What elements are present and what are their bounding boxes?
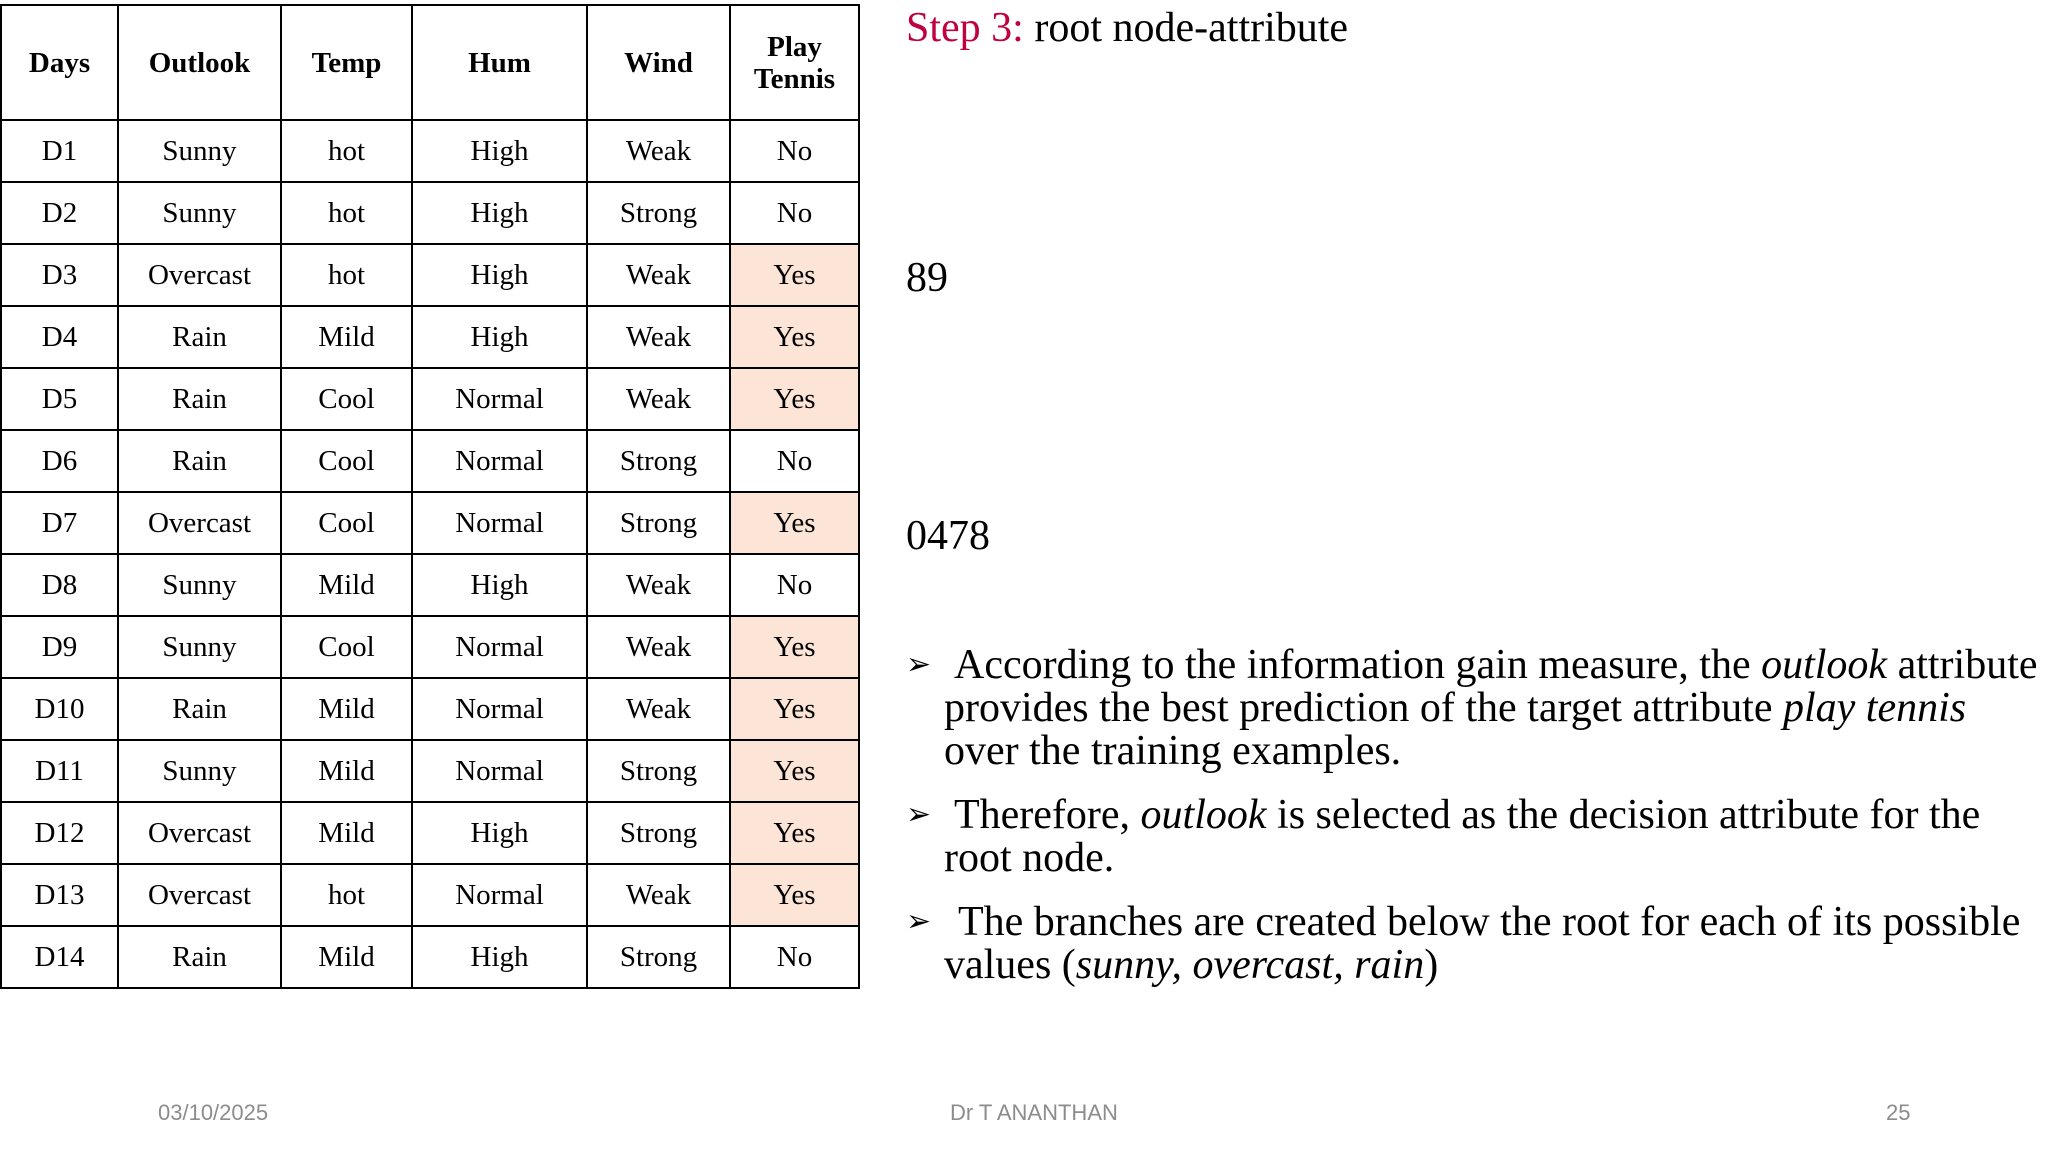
table-row [1,616,859,678]
step-label: Step 3: [906,5,1024,51]
column-header: Days [1,5,118,120]
table-cell: D3 [1,244,118,306]
table-cell: Yes [730,802,859,864]
table-cell: D2 [1,182,118,244]
table-row [1,120,859,182]
table-cell: Cool [281,368,412,430]
table-cell: Normal [412,492,587,554]
table-cell: Yes [730,368,859,430]
table-cell: Cool [281,430,412,492]
table-cell: Yes [730,678,859,740]
table-row [1,864,859,926]
table-cell: Weak [587,616,730,678]
table-row [1,182,859,244]
table-cell: Normal [412,864,587,926]
table-row [1,430,859,492]
table-cell: Normal [412,368,587,430]
table-cell: D12 [1,802,118,864]
table-cell: Yes [730,740,859,802]
table-cell: Weak [587,120,730,182]
table-cell: High [412,120,587,182]
table-cell: Overcast [118,802,281,864]
table-row [1,802,859,864]
footer-author: Dr T ANANTHAN [950,1100,1118,1125]
table-cell: Strong [587,492,730,554]
table-cell: No [730,182,859,244]
bullet-item: ➢ According to the information gain measure, the outlook attribute provides the best prediction of the target attribute play tennis over the training examples. [906,642,2038,774]
table-cell: No [730,926,859,988]
bullet-item: ➢ Therefore, outlook is selected as the decision attribute for the root node. [906,792,1981,881]
table-row [1,368,859,430]
footer-date: 03/10/2025 [158,1100,269,1125]
table-cell: hot [281,244,412,306]
step-text: root node-attribute [1023,5,1349,51]
table-cell: Mild [281,306,412,368]
table-cell: Strong [587,926,730,988]
table-cell: Mild [281,554,412,616]
table-cell: Overcast [118,244,281,306]
table-cell: Sunny [118,182,281,244]
table-cell: Strong [587,802,730,864]
table-cell: hot [281,182,412,244]
table-cell: Sunny [118,616,281,678]
table-cell: Normal [412,678,587,740]
table-cell: Mild [281,740,412,802]
table-cell: hot [281,120,412,182]
bullet-list [906,644,2046,1008]
table-cell: High [412,926,587,988]
table-cell: Rain [118,368,281,430]
table-cell: Normal [412,430,587,492]
column-header: Outlook [118,5,281,120]
table-cell: D7 [1,492,118,554]
step-title [906,4,1348,52]
table-cell: Mild [281,678,412,740]
table-cell: High [412,244,587,306]
table-row [1,926,859,988]
table-cell: Rain [118,926,281,988]
column-header: Hum [412,5,587,120]
table-cell: No [730,554,859,616]
table-cell: Cool [281,616,412,678]
table-row [1,492,859,554]
arrowhead-bullet-icon: ➢ [906,647,932,682]
table-cell: D10 [1,678,118,740]
table-cell: Overcast [118,492,281,554]
table-cell: D5 [1,368,118,430]
table-cell: Sunny [118,554,281,616]
table-row [1,554,859,616]
table-body [1,120,859,988]
table-row [1,244,859,306]
play-tennis-table [0,4,860,989]
gain-value-text: 89 [906,255,948,301]
table-cell: Rain [118,306,281,368]
table-cell: hot [281,864,412,926]
table-cell: Normal [412,740,587,802]
table-cell: D4 [1,306,118,368]
arrowhead-bullet-icon: ➢ [906,797,932,832]
table-cell: Weak [587,244,730,306]
table-cell: Sunny [118,740,281,802]
table-cell: Rain [118,430,281,492]
table-cell: Cool [281,492,412,554]
table-cell: D13 [1,864,118,926]
column-header: Wind [587,5,730,120]
table-cell: High [412,306,587,368]
table-cell: Weak [587,368,730,430]
table-cell: D11 [1,740,118,802]
column-header: Play Tennis [730,5,859,120]
table-row [1,678,859,740]
table-cell: D9 [1,616,118,678]
table-cell: Weak [587,678,730,740]
table-cell: Yes [730,616,859,678]
table-cell: Rain [118,678,281,740]
table-cell: D8 [1,554,118,616]
table-row [1,306,859,368]
page-number: 25 [1886,1100,1911,1125]
table-cell: Weak [587,554,730,616]
table-cell: Weak [587,864,730,926]
table-header-row [1,5,859,120]
column-header: Temp [281,5,412,120]
table-cell: Overcast [118,864,281,926]
arrowhead-bullet-icon: ➢ [906,904,932,939]
table-cell: Weak [587,306,730,368]
table-cell: Strong [587,430,730,492]
table-cell: Normal [412,616,587,678]
table-cell: High [412,802,587,864]
table-cell: Mild [281,802,412,864]
table-cell: No [730,430,859,492]
table-cell: D1 [1,120,118,182]
table-cell: Yes [730,306,859,368]
table-cell: Strong [587,182,730,244]
table-cell: Yes [730,492,859,554]
table-cell: Mild [281,926,412,988]
table-cell: Yes [730,864,859,926]
table-cell: Sunny [118,120,281,182]
table-cell: Yes [730,244,859,306]
table-cell: Strong [587,740,730,802]
table-cell: No [730,120,859,182]
table-cell: High [412,182,587,244]
table-cell: High [412,554,587,616]
table-row [1,740,859,802]
bullet-item: ➢ The branches are created below the root for each of its possible values (sunny, overcast, rain) [906,899,2021,988]
table-cell: D14 [1,926,118,988]
table-cell: D6 [1,430,118,492]
gain-value-text: 0478 [906,513,990,559]
